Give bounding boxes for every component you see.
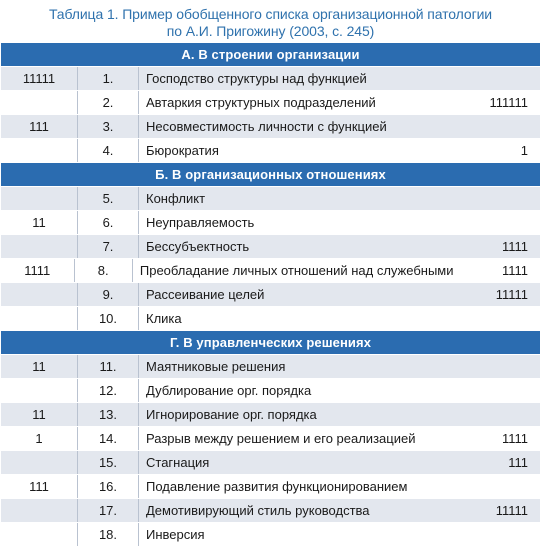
table-row <box>1 67 540 91</box>
tally-right <box>450 475 540 498</box>
pathology-name: Игнорирование орг. порядка <box>146 407 317 422</box>
pathology-name: Рассеивание целей <box>146 287 265 302</box>
tally-right: 1111 <box>501 263 528 278</box>
tally-left: 11 <box>1 211 78 234</box>
tally-left: 11 <box>1 403 78 426</box>
table-row <box>1 187 540 211</box>
row-number: 13. <box>78 403 139 426</box>
pathology-name: Клика <box>146 311 182 326</box>
row-number: 15. <box>78 451 139 474</box>
row-number: 9. <box>78 283 139 306</box>
table-row <box>1 523 540 547</box>
table-row <box>1 211 540 235</box>
caption-line-2: по А.И. Пригожину (2003, с. 245) <box>166 23 375 39</box>
tally-left <box>1 499 78 522</box>
row-number: 8. <box>75 259 133 282</box>
tally-right <box>450 211 540 234</box>
table-row <box>1 475 540 499</box>
pathology-name: Неуправляемость <box>146 215 255 230</box>
section-header: А. В строении организации <box>1 43 540 67</box>
row-number: 1. <box>78 67 139 90</box>
row-number: 11. <box>78 355 139 378</box>
row-number: 17. <box>78 499 139 522</box>
pathology-name: Разрыв между решением и его реализацией <box>146 431 416 446</box>
tally-right <box>450 307 540 330</box>
tally-right <box>450 523 540 546</box>
row-number: 10. <box>78 307 139 330</box>
tally-left <box>1 283 78 306</box>
pathology-name: Господство структуры над функцией <box>146 71 367 86</box>
pathology-table <box>1 43 540 547</box>
table-row <box>1 451 540 475</box>
pathology-name: Маятниковые решения <box>146 359 286 374</box>
tally-right: 1111 <box>501 239 528 254</box>
pathology-name: Конфликт <box>146 191 206 206</box>
tally-right: 1111 <box>501 431 528 446</box>
table-row <box>1 379 540 403</box>
tally-left <box>1 451 78 474</box>
pathology-name: Стагнация <box>146 455 210 470</box>
row-number: 2. <box>78 91 139 114</box>
tally-right <box>450 67 540 90</box>
table-row <box>1 139 540 163</box>
pathology-name: Дублирование орг. порядка <box>146 383 312 398</box>
tally-left <box>1 235 78 258</box>
row-number: 16. <box>78 475 139 498</box>
section-header: Г. В управленческих решениях <box>1 331 540 355</box>
table-row <box>1 91 540 115</box>
row-number: 14. <box>78 427 139 450</box>
pathology-name: Инверсия <box>146 527 205 542</box>
tally-left <box>1 139 78 162</box>
tally-right <box>450 187 540 210</box>
tally-right <box>450 115 540 138</box>
tally-right: 111 <box>508 455 528 470</box>
table-row <box>1 235 540 259</box>
tally-right: 11111 <box>495 503 528 518</box>
tally-left <box>1 523 78 546</box>
tally-left <box>1 187 78 210</box>
table-row <box>1 499 540 523</box>
tally-right: 111111 <box>489 95 528 110</box>
table-row <box>1 403 540 427</box>
row-number: 7. <box>78 235 139 258</box>
pathology-name: Бюрократия <box>146 143 219 158</box>
pathology-name: Бессубъектность <box>146 239 250 254</box>
tally-left <box>1 307 78 330</box>
table-row <box>1 355 540 379</box>
tally-right <box>450 403 540 426</box>
table-row <box>1 307 540 331</box>
table-row <box>1 115 540 139</box>
tally-right <box>450 355 540 378</box>
row-number: 3. <box>78 115 139 138</box>
tally-right <box>450 379 540 402</box>
caption-line-1: Таблица 1. Пример обобщенного списка организационной патологии <box>48 6 493 22</box>
pathology-name: Преобладание личных отношений над служебными <box>139 263 454 278</box>
tally-right: 1 <box>520 143 528 158</box>
tally-left: 111 <box>1 115 78 138</box>
tally-right: 11111 <box>495 287 528 302</box>
section-header: Б. В организационных отношениях <box>1 163 540 187</box>
tally-left: 1111 <box>1 259 75 282</box>
table-row <box>1 283 540 307</box>
tally-left: 11 <box>1 355 78 378</box>
tally-left: 1 <box>1 427 78 450</box>
row-number: 4. <box>78 139 139 162</box>
pathology-name: Демотивирующий стиль руководства <box>146 503 370 518</box>
table-row <box>1 259 540 283</box>
pathology-name: Подавление развития функционированием <box>146 479 408 494</box>
row-number: 18. <box>78 523 139 546</box>
tally-left: 11111 <box>1 67 78 90</box>
row-number: 5. <box>78 187 139 210</box>
row-number: 6. <box>78 211 139 234</box>
pathology-name: Автаркия структурных подразделений <box>146 95 376 110</box>
tally-left <box>1 91 78 114</box>
tally-left <box>1 379 78 402</box>
table-caption <box>0 6 541 40</box>
tally-left: 111 <box>1 475 78 498</box>
table-row <box>1 427 540 451</box>
pathology-name: Несовместимость личности с функцией <box>146 119 387 134</box>
row-number: 12. <box>78 379 139 402</box>
